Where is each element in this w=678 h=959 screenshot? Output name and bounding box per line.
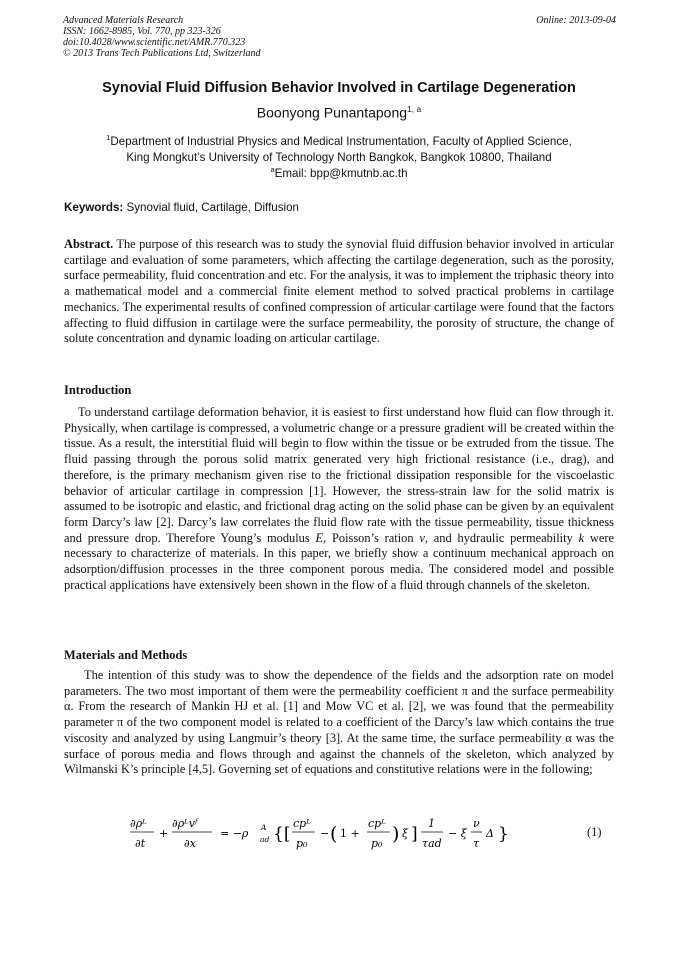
author-line [40,104,638,121]
eq-frac3-num: cpᴸ [293,817,311,830]
symbol-k: k [578,530,585,545]
eq-frac3-den: p₀ [296,837,308,850]
equation-1 [130,812,530,856]
eq-open-brace: {[ [273,824,291,844]
eq-close-bracket: ] [411,824,418,844]
symbol-E: E [315,530,324,545]
eq-frac6-den: τ [473,837,480,850]
eq-minus-1: − [320,827,330,840]
eq-minus-xi: − ξ [448,827,467,840]
eq-close-brace: } [498,824,509,844]
online-date: Online: 2013-09-04 [536,15,616,26]
copyright-line: © 2013 Trans Tech Publications Ltd, Switzerland [63,48,261,59]
intro-text-2: , Poisson’s ration [323,530,420,545]
issn-line: ISSN: 1662-8985, Vol. 770, pp 323-326 [63,26,221,37]
eq-frac1-num: ∂ρᴸ [130,817,147,830]
intro-text-1: To understand cartilage deformation behavior, it is easiest to first understand how fluid can flow through it. Physically, when cartilage is compressed, a volumetric change or a pressure gradient will be created within the tissue. As a result, the interstitial fluid will begin to flow within the tissue or be extruded from the tissue. The fluid passing through the porous solid matrix generated very high frictional resistance (i.e., drag), and therefore, is the primary mechanism given rise to the frictional dissipation responsible for the viscoelastic behavior of articular cartilage in compression [1]. However, the stress-strain law for the solid matrix is assumed to be isotropic and elastic, and frictional drag acting on the solid phase can be given by an equivalent form Darcy’s law [2]. Darcy’s law correlates the fluid flow rate with the tissue permeability, tissue thickness and pressure drop. Therefore Young’s modulus [64,405,614,545]
intro-text-4: were necessary to characterize of materials. In this paper, we briefly show a continuum mechanical approach on adsorption/diffusion processes in the three component porous media. The considered model and possible practical applications have extensively been shown in the flow of a fluid through channels of the skeleton. [64,530,614,592]
introduction-heading: Introduction [64,383,132,397]
affiliation-line-1: Department of Industrial Physics and Medical Instrumentation, Faculty of Applied Science, [110,134,572,148]
affiliation [60,130,618,166]
paper-title: Synovial Fluid Diffusion Behavior Involved in Cartilage Degeneration [102,80,576,96]
journal-header [63,15,261,59]
eq-frac4-den: p₀ [371,837,383,850]
keywords [64,201,299,214]
methods-heading: Materials and Methods [64,648,188,662]
intro-text-3: , and hydraulic permeability [424,530,579,545]
methods-paragraph: The intention of this study was to show the dependence of the fields and the adsorption rate on model parameters. The two most important of them were the permeability coefficient π and the surface permeability α. From the research of Mankin HJ et al. [1] and Mow VC et al. [2], we was found that the permeability parameter π of the two component model is related to a coefficient of the Darcy’s law which contains the true viscosity and analyzed by using Langmuir’s theory [3]. At the same time, the surface permeability α was the surface of porous media and flows through and against the channels of the skeleton, which analyzed by Wilmanski K’s principle [4,5]. Governing set of equations and constitutive relations were in the following; [64,668,614,777]
abstract-text: The purpose of this research was to study the synovial fluid diffusion behavior involved in articular cartilage and evaluation of some parameters, which affecting the cartilage degeneration, such as the porosity, surface permeability, fluid concentration and etc. For the analysis, it was to implement the triphasic theory into a mathematical model and a commercial finite element method to solved practical problems in cartilage mechanics. The experimental results of confined compression of articular cartilage were found that the factors affecting to fluid diffusion in cartilage were the surface permeability, the porosity of structure, the change of solute concentration and dynamic loading on articular cartilage. [64,237,615,346]
equation-number: (1) [587,825,602,839]
eq-xi: ξ [402,827,409,840]
abstract [64,237,614,347]
eq-one-plus: 1 + [340,827,360,840]
eq-frac5-den: τad [422,837,442,850]
email-superscript: a [270,165,275,174]
eq-rho-sup: A [261,823,267,832]
doi-line: doi:10.4028/www.scientific.net/AMR.770.323 [63,37,246,48]
keywords-text: Synovial fluid, Cartilage, Diffusion [126,201,300,214]
eq-rho-sub: ad [260,835,270,844]
affiliation-line-2: King Mongkut’s University of Technology North Bangkok, Bangkok 10800, Thailand [126,150,552,164]
eq-delta: Δ [486,827,494,840]
email-line [40,165,638,180]
symbol-nu: ν [419,530,425,545]
eq-frac5-num: 1 [428,817,435,830]
author-name: Boonyong Punantapong [256,104,408,121]
abstract-label: Abstract. [64,237,114,251]
eq-frac1-den: ∂t [135,837,146,850]
eq-paren-close: ) [392,823,400,845]
journal-name: Advanced Materials Research [63,15,184,26]
author-superscript: 1, a [407,104,422,114]
eq-frac4-num: cpᴸ [368,817,386,830]
eq-equals-rho: = −ρ [220,827,249,840]
eq-frac6-num: ν [473,817,480,830]
affiliation-superscript: 1 [106,133,111,142]
eq-frac2-den: ∂x [184,837,196,850]
keywords-label: Keywords: [64,201,124,214]
eq-paren-open: ( [330,823,338,845]
eq-frac2-num: ∂ρᴸvᶠ [172,817,198,830]
eq-plus: + [159,827,169,840]
email-text: Email: bpp@kmutnb.ac.th [274,166,408,180]
introduction-paragraph [64,405,614,593]
